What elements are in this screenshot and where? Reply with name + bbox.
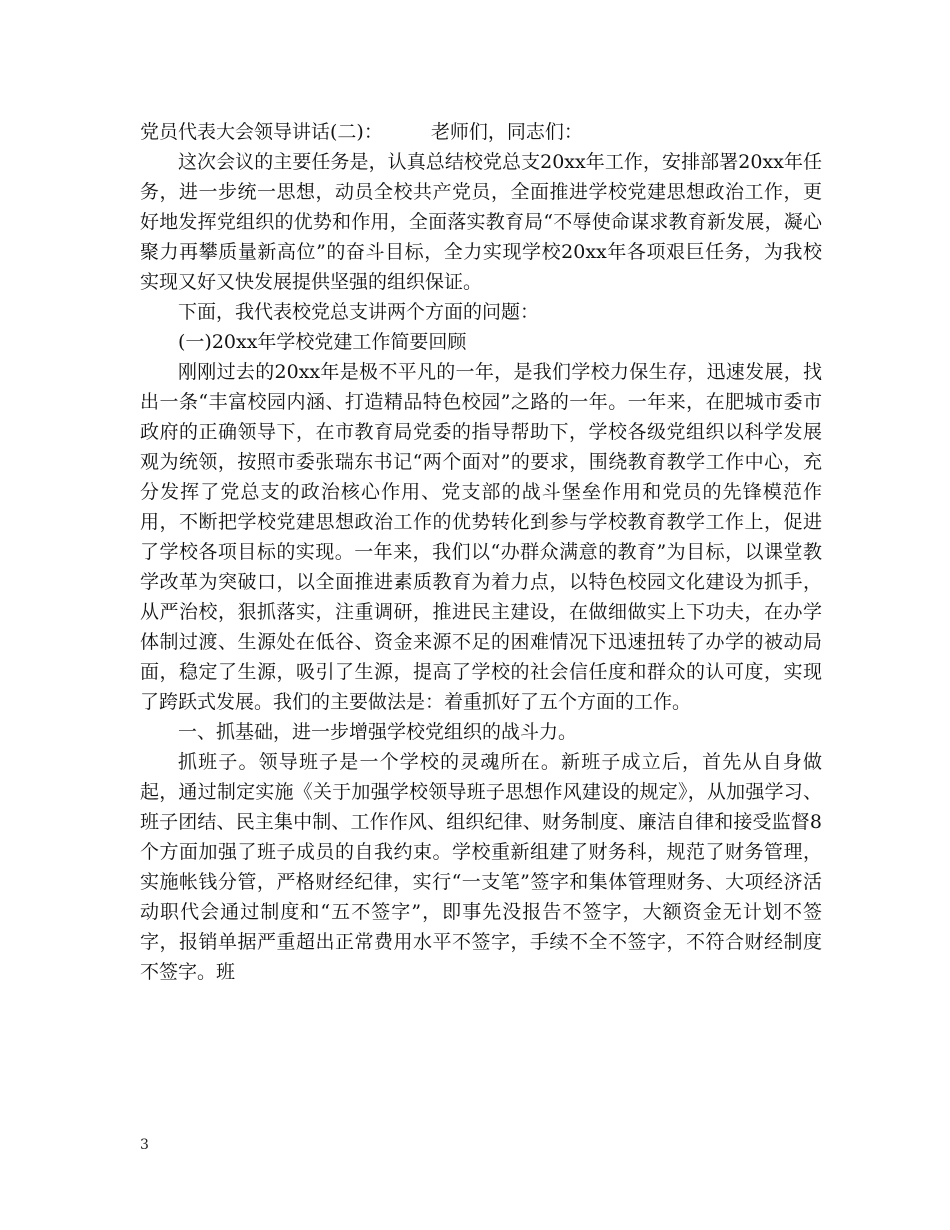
- subheading-foundation: 一、抓基础，进一步增强学校党组织的战斗力。: [178, 721, 578, 743]
- paragraph-intro: 下面，我代表校党总支讲两个方面的问题：: [178, 301, 540, 323]
- speech-title: 党员代表大会领导讲话(二)：: [140, 121, 383, 143]
- section-heading-review: (一)20xx年学校党建工作简要回顾: [178, 331, 467, 353]
- paragraph-year-review: 刚刚过去的20xx年是极不平凡的一年，是我们学校力保生存，迅速发展，找出一条“丰富校园内涵、打造精品特色校园”之路的一年。一年来，在肥城市委市政府的正确领导下，在市教育局党委的指导帮助下，学校各级党组织以科学发展观为统领，按照市委张瑞东书记“两个面对”的要求，围绕教育教学工作中心，充分发挥了党总支的政治核心作用、党支部的战斗堡垒作用和党员的先锋模范作用，不断把学校党建思想政治工作的优势转化到参与学校教育教学工作上，促进了学校各项目标的实现。一年来，我们以“办群众满意的教育”为目标，以课堂教学改革为突破口，以全面推进素质教育为着力点，以特色校园文化建设为抓手，从严治校，狠抓落实，注重调研，推进民主建设，在做细做实上下功夫，在办学体制过渡、生源处在低谷、资金来源不足的困难情况下迅速扭转了办学的被动局面，稳定了生源，吸引了生源，提高了学校的社会信任度和群众的认可度，实现了跨跃式发展。我们的主要做法是：着重抓好了五个方面的工作。: [140, 361, 822, 713]
- paragraph-leadership: 抓班子。领导班子是一个学校的灵魂所在。新班子成立后，首先从自身做起，通过制定实施《关于加强学校领导班子思想作风建设的规定》，从加强学习、班子团结、民主集中制、工作作风、组织纪律、财务制度、廉洁自律和接受监督8个方面加强了班子成员的自我约束。学校重新组建了财务科，规范了财务管理，实施帐钱分管，严格财经纪律，实行“一支笔”签字和集体管理财务、大项经济活动职代会通过制度和“五不签字”，即事先没报告不签字，大额资金无计划不签字，报销单据严重超出正常费用水平不签字，手续不全不签字，不符合财经制度不签字。班: [140, 751, 822, 983]
- page-number: 3: [140, 1137, 149, 1153]
- document-body: [140, 117, 822, 987]
- title-line: [140, 117, 822, 147]
- paragraph-meeting-tasks: 这次会议的主要任务是，认真总结校党总支20xx年工作，安排部署20xx年任务，进一步统一思想，动员全校共产党员，全面推进学校党建思想政治工作，更好地发挥党组织的优势和作用，全面落实教育局“不辱使命谋求教育新发展，凝心聚力再攀质量新高位”的奋斗目标，全力实现学校20xx年各项艰巨任务，为我校实现又好又快发展提供坚强的组织保证。: [140, 151, 822, 293]
- salutation: 老师们，同志们：: [430, 121, 583, 143]
